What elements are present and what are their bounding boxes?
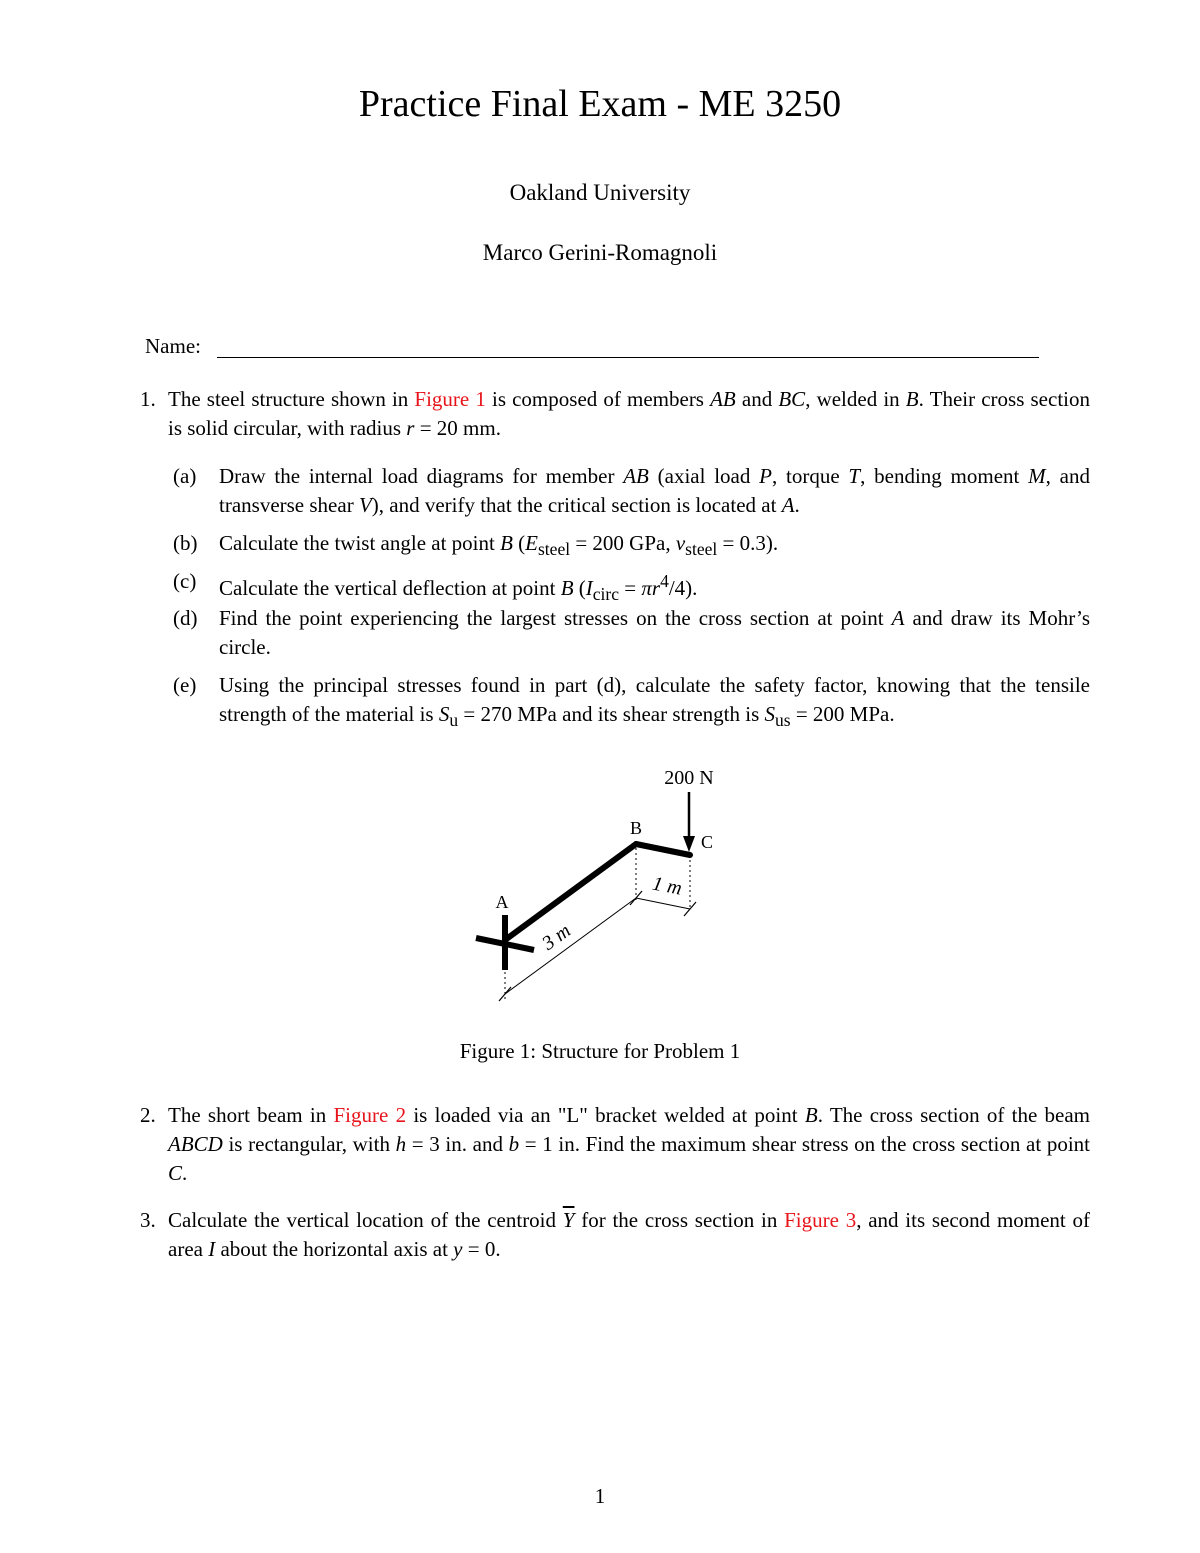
dim-ab-label: 3 m (538, 919, 575, 955)
problem-number: 2. (140, 1103, 156, 1127)
problem-3 (140, 1206, 1090, 1264)
problem-2-text: The short beam in Figure 2 is loaded via an "L" bracket welded at point B. The cross section of the beam ABCD is rectangular, with h = 3 in. and b = 1 in. Find the maximum shear stress on the cross section at point C. (168, 1103, 1091, 1185)
problem-number: 1. (140, 387, 156, 411)
member-ab (505, 844, 636, 940)
point-a-label: A (495, 892, 509, 912)
university: Oakland University (509, 180, 691, 205)
point-b-label: B (629, 818, 643, 838)
page-number: 1 (594, 1484, 606, 1508)
dim-bc-label: 1 m (650, 872, 684, 900)
figure-1-diagram (460, 760, 720, 1010)
problem-2 (140, 1101, 1090, 1188)
figure-1-link[interactable]: Figure 1 (414, 387, 486, 411)
page-title: Practice Final Exam - ME 3250 (358, 83, 842, 125)
load-label: 200 N (664, 767, 714, 789)
figure-2-link[interactable]: Figure 2 (333, 1103, 407, 1127)
author: Marco Gerini-Romagnoli (482, 240, 718, 265)
centroid-symbol: $\overline{Y}$ (562, 1208, 575, 1232)
problem-1 (140, 385, 1090, 443)
load-arrowhead (683, 836, 695, 852)
figure-1-caption: Figure 1: Structure for Problem 1 (459, 1039, 741, 1063)
problem-number: 3. (140, 1208, 156, 1232)
part-a: (a) Draw the internal load diagrams for member AB (axial load P, torque T, bending moment M, and transverse shear V), and verify that the critical section is located at A. (173, 464, 1090, 517)
figure-3-link[interactable]: Figure 3 (784, 1208, 857, 1232)
point-c-label: C (700, 832, 714, 852)
name-field-line[interactable] (217, 357, 1039, 358)
dim-line-bc (636, 898, 690, 909)
member-bc (636, 844, 690, 855)
part-c: (c) Calculate the vertical deflection at point B $(I_{circ} = \pi r^4/4)$. (173, 569, 698, 605)
part-b: (b) Calculate the twist angle at point B ($E_{steel} = 200$ GPa, $\nu_{steel} = 0.3$). (173, 531, 779, 560)
name-label: Name: (145, 334, 201, 358)
part-e: (e) Using the principal stresses found in part (d), calculate the safety factor, knowing that the tensile strength of the material is $S_u = 270$ MPa and its shear strength is $S_{us} = 200$ MPa. (173, 673, 1090, 731)
part-d: (d) Find the point experiencing the largest stresses on the cross section at point A and draw its Mohr’s circle. (173, 606, 1090, 659)
problem-3-text: Calculate the vertical location of the centroid $\overline{Y}$ for the cross section in Figure 3, and its second moment of area I about the horizontal axis at y = 0. (168, 1208, 1091, 1261)
problem-1-text: The steel structure shown in Figure 1 is composed of members AB and BC, welded in B. Their cross section is solid circular, with radius r = 20 mm. (168, 387, 1090, 440)
